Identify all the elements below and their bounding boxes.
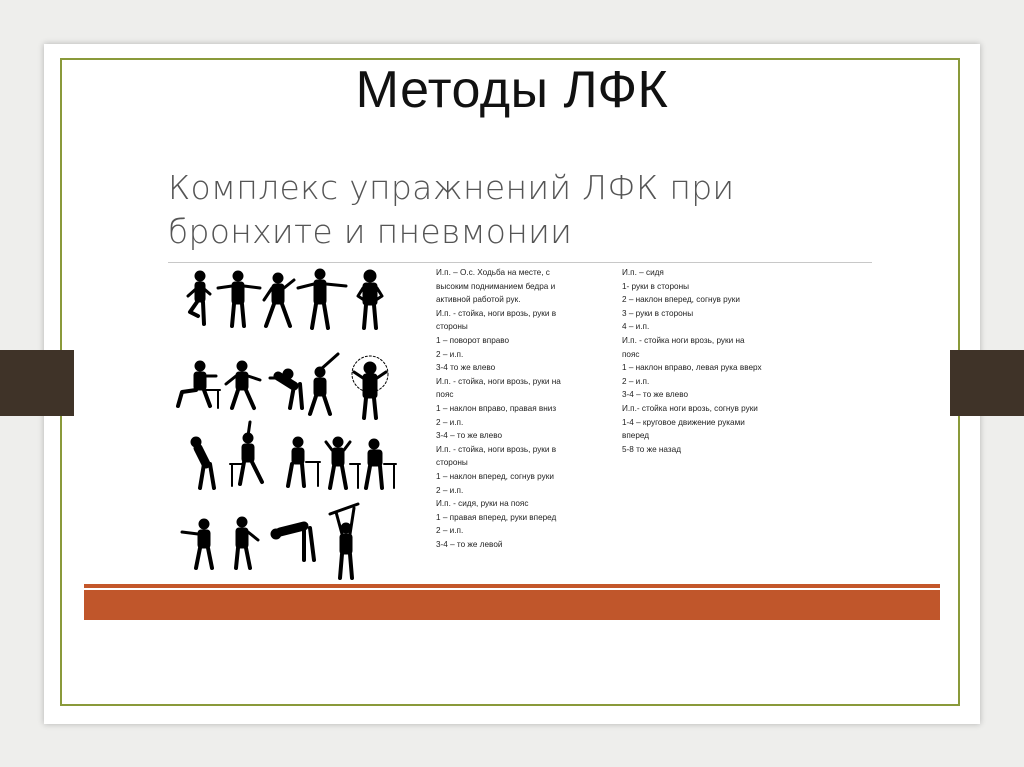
figure-seated-arms [226,361,260,408]
exercise-figures-illustration [170,266,410,586]
figure-arms-side [218,271,260,326]
list-item: 2 – и.п. [436,526,464,536]
list-item: 1 – наклон вправо, правая вниз [436,403,557,413]
list-item: 2 – и.п. [436,485,464,495]
list-item: И.п. - стойка, ноги врозь, руки в [436,308,557,318]
list-item: пояс [622,349,640,359]
figure-side-bend [310,354,338,414]
content-heading [168,166,848,254]
exercise-list-column-2 [622,266,802,456]
list-item: пояс [436,390,454,400]
list-item: активной работой рук. [436,295,521,305]
figure-circles [352,356,388,418]
content-image [84,142,940,622]
list-item: 3-4 то же влево [436,363,496,373]
list-item: 1- руки в стороны [622,281,689,291]
list-item: 3-4 – то же влево [622,390,689,400]
figure-arms-forward [182,519,212,568]
figure-deep-bend [271,526,314,560]
figure-marching [188,271,210,324]
heading-line-1: Комплекс упражнений ЛФК при [168,168,735,207]
figure-hands-hips [358,270,382,328]
slide-title: Методы ЛФК [355,61,669,119]
list-item: 2 – и.п. [436,349,464,359]
list-item: 2 – наклон вперед, согнув руки [622,295,740,305]
exercise-list-column-1 [436,266,616,551]
figure-seated-bend [270,369,302,408]
list-item: И.п. – О.с. Ходьба на месте, с [436,268,550,277]
figure-overhead [330,504,358,578]
heading-line-2: бронхите и пневмонии [168,212,573,251]
list-item: стороны [436,458,468,468]
figure-chair-elbows [326,437,360,488]
list-item: высоким подниманием бедра и [436,281,556,291]
list-item: 1 – наклон вправо, левая рука вверх [622,363,762,373]
list-item: 5-8 то же назад [622,444,681,454]
figure-forward-bend [191,437,214,488]
accent-bar [84,590,940,620]
heading-divider [168,262,872,263]
list-item: И.п. - стойка ноги врозь, руки на [622,335,745,345]
figure-chair-reach [230,422,262,486]
list-item: И.п. – сидя [622,268,664,277]
list-item: 3-4 – то же влево [436,431,503,441]
list-item: 1 – поворот вправо [436,335,510,345]
list-item: 3-4 – то же левой [436,539,503,549]
figure-twist [264,273,294,326]
figure-seated-reach [178,361,220,408]
right-tab-decoration [950,350,1024,416]
figure-arms-wide [298,269,346,328]
list-item: стороны [436,322,468,332]
accent-line [84,584,940,588]
list-item: 1-4 – круговое движение руками [622,417,745,427]
list-item: И.п. - сидя, руки на пояс [436,499,529,509]
list-item: 1 – правая вперед, руки вперед [436,512,557,522]
figure-chair-sit [288,437,320,486]
list-item: 4 – и.п. [622,322,650,332]
list-item: И.п. - стойка, ноги врозь, руки в [436,444,557,454]
left-tab-decoration [0,350,74,416]
list-item: 1 – наклон вперед, согнув руки [436,471,554,481]
list-item: вперед [622,431,650,441]
list-item: 2 – и.п. [622,376,650,386]
list-item: И.п. - стойка, ноги врозь, руки на [436,376,561,386]
figure-stick [236,517,258,568]
list-item: И.п.- стойка ноги врозь, согнув руки [622,403,758,413]
figure-chair-bend [366,439,396,488]
list-item: 2 – и.п. [436,417,464,427]
list-item: 3 – руки в стороны [622,308,694,318]
